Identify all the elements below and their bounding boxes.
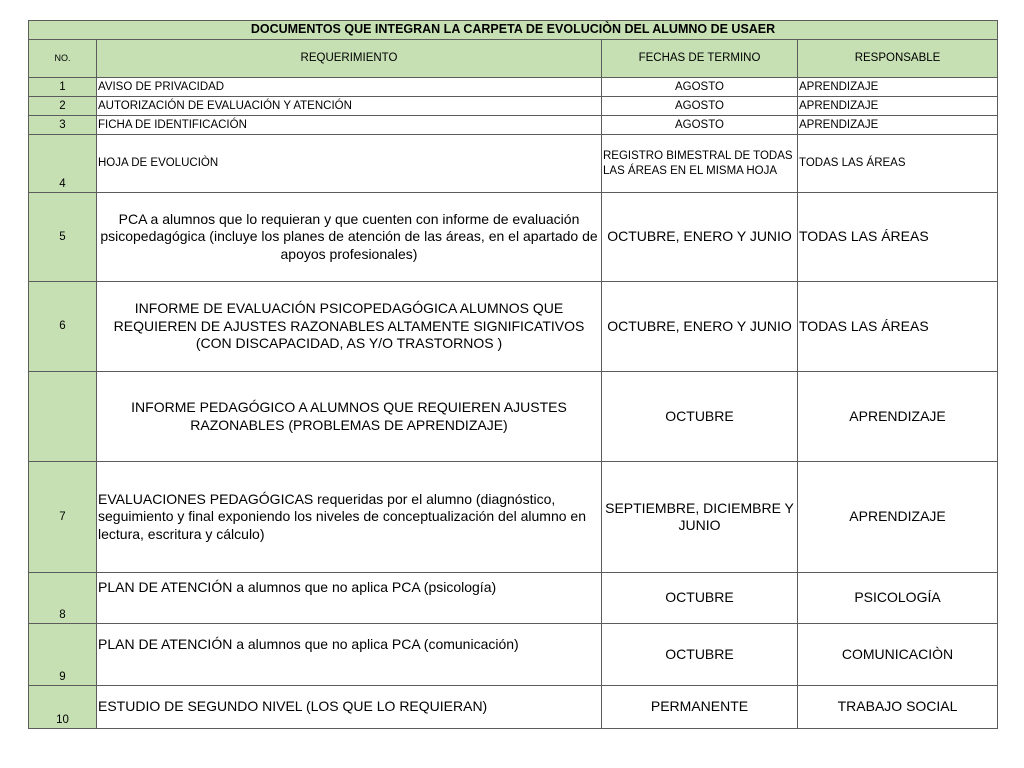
table-title: DOCUMENTOS QUE INTEGRAN LA CARPETA DE EVOLUCIÒN DEL ALUMNO DE USAER [29, 21, 998, 40]
row-requirement: ESTUDIO DE SEGUNDO NIVEL (LOS QUE LO REQUIERAN) [97, 686, 602, 729]
table-row [29, 372, 998, 462]
table-row [29, 97, 998, 116]
row-responsible: TODAS LAS ÁREAS [798, 135, 998, 193]
row-number: 9 [29, 624, 97, 686]
table-row [29, 573, 998, 624]
row-responsible: APRENDIZAJE [798, 372, 998, 462]
row-dates: OCTUBRE, ENERO Y JUNIO [602, 282, 798, 372]
row-number: 5 [29, 193, 97, 282]
row-responsible: TODAS LAS ÁREAS [798, 193, 998, 282]
header-no: NO. [29, 40, 97, 78]
row-requirement: EVALUACIONES PEDAGÓGICAS requeridas por el alumno (diagnóstico, seguimiento y final exponiendo los niveles de conceptualización del alumno en lectura, escritura y cálculo) [97, 462, 602, 573]
row-responsible: APRENDIZAJE [798, 462, 998, 573]
row-responsible: COMUNICACIÒN [798, 624, 998, 686]
row-responsible: PSICOLOGÍA [798, 573, 998, 624]
table-row [29, 135, 998, 193]
row-dates: AGOSTO [602, 116, 798, 135]
table-row [29, 624, 998, 686]
row-dates: OCTUBRE [602, 624, 798, 686]
row-requirement: PLAN DE ATENCIÓN a alumnos que no aplica PCA (psicología) [97, 573, 602, 624]
row-requirement: INFORME DE EVALUACIÓN PSICOPEDAGÓGICA ALUMNOS QUE REQUIEREN DE AJUSTES RAZONABLES ALTAMENTE SIGNIFICATIVOS (CON DISCAPACIDAD, AS Y/O TRASTORNOS ) [97, 282, 602, 372]
row-dates: SEPTIEMBRE, DICIEMBRE Y JUNIO [602, 462, 798, 573]
table-row [29, 686, 998, 729]
row-responsible: APRENDIZAJE [798, 116, 998, 135]
row-number: 10 [29, 686, 97, 729]
row-number: 1 [29, 78, 97, 97]
row-requirement: FICHA DE IDENTIFICACIÓN [97, 116, 602, 135]
table-row [29, 462, 998, 573]
row-number: 4 [29, 135, 97, 193]
header-responsible: RESPONSABLE [798, 40, 998, 78]
row-requirement: HOJA DE EVOLUCIÒN [97, 135, 602, 193]
table-row [29, 282, 998, 372]
row-responsible: TODAS LAS ÁREAS [798, 282, 998, 372]
row-number: 7 [29, 462, 97, 573]
row-responsible: APRENDIZAJE [798, 97, 998, 116]
header-row [29, 40, 998, 78]
row-requirement: AUTORIZACIÓN DE EVALUACIÓN Y ATENCIÓN [97, 97, 602, 116]
row-dates: AGOSTO [602, 97, 798, 116]
row-requirement: PCA a alumnos que lo requieran y que cuenten con informe de evaluación psicopedagógica (incluye los planes de atención de las áreas, en el apartado de apoyos profesionales) [97, 193, 602, 282]
table-row [29, 78, 998, 97]
header-dates: FECHAS DE TERMINO [602, 40, 798, 78]
row-responsible: APRENDIZAJE [798, 78, 998, 97]
row-requirement: AVISO DE PRIVACIDAD [97, 78, 602, 97]
row-dates: REGISTRO BIMESTRAL DE TODAS LAS ÁREAS EN EL MISMA HOJA [602, 135, 798, 193]
row-dates: OCTUBRE [602, 573, 798, 624]
row-dates: OCTUBRE [602, 372, 798, 462]
table-row [29, 116, 998, 135]
row-number: 3 [29, 116, 97, 135]
title-row [29, 21, 998, 40]
row-dates: PERMANENTE [602, 686, 798, 729]
row-number: 2 [29, 97, 97, 116]
row-requirement: INFORME PEDAGÓGICO A ALUMNOS QUE REQUIEREN AJUSTES RAZONABLES (PROBLEMAS DE APRENDIZAJE) [97, 372, 602, 462]
row-dates: AGOSTO [602, 78, 798, 97]
table-row [29, 193, 998, 282]
row-number: 6 [29, 282, 97, 372]
row-number: 8 [29, 573, 97, 624]
header-requirement: REQUERIMIENTO [97, 40, 602, 78]
row-responsible: TRABAJO SOCIAL [798, 686, 998, 729]
row-number [29, 372, 97, 462]
row-dates: OCTUBRE, ENERO Y JUNIO [602, 193, 798, 282]
row-requirement: PLAN DE ATENCIÓN a alumnos que no aplica PCA (comunicación) [97, 624, 602, 686]
documents-table [28, 20, 998, 729]
